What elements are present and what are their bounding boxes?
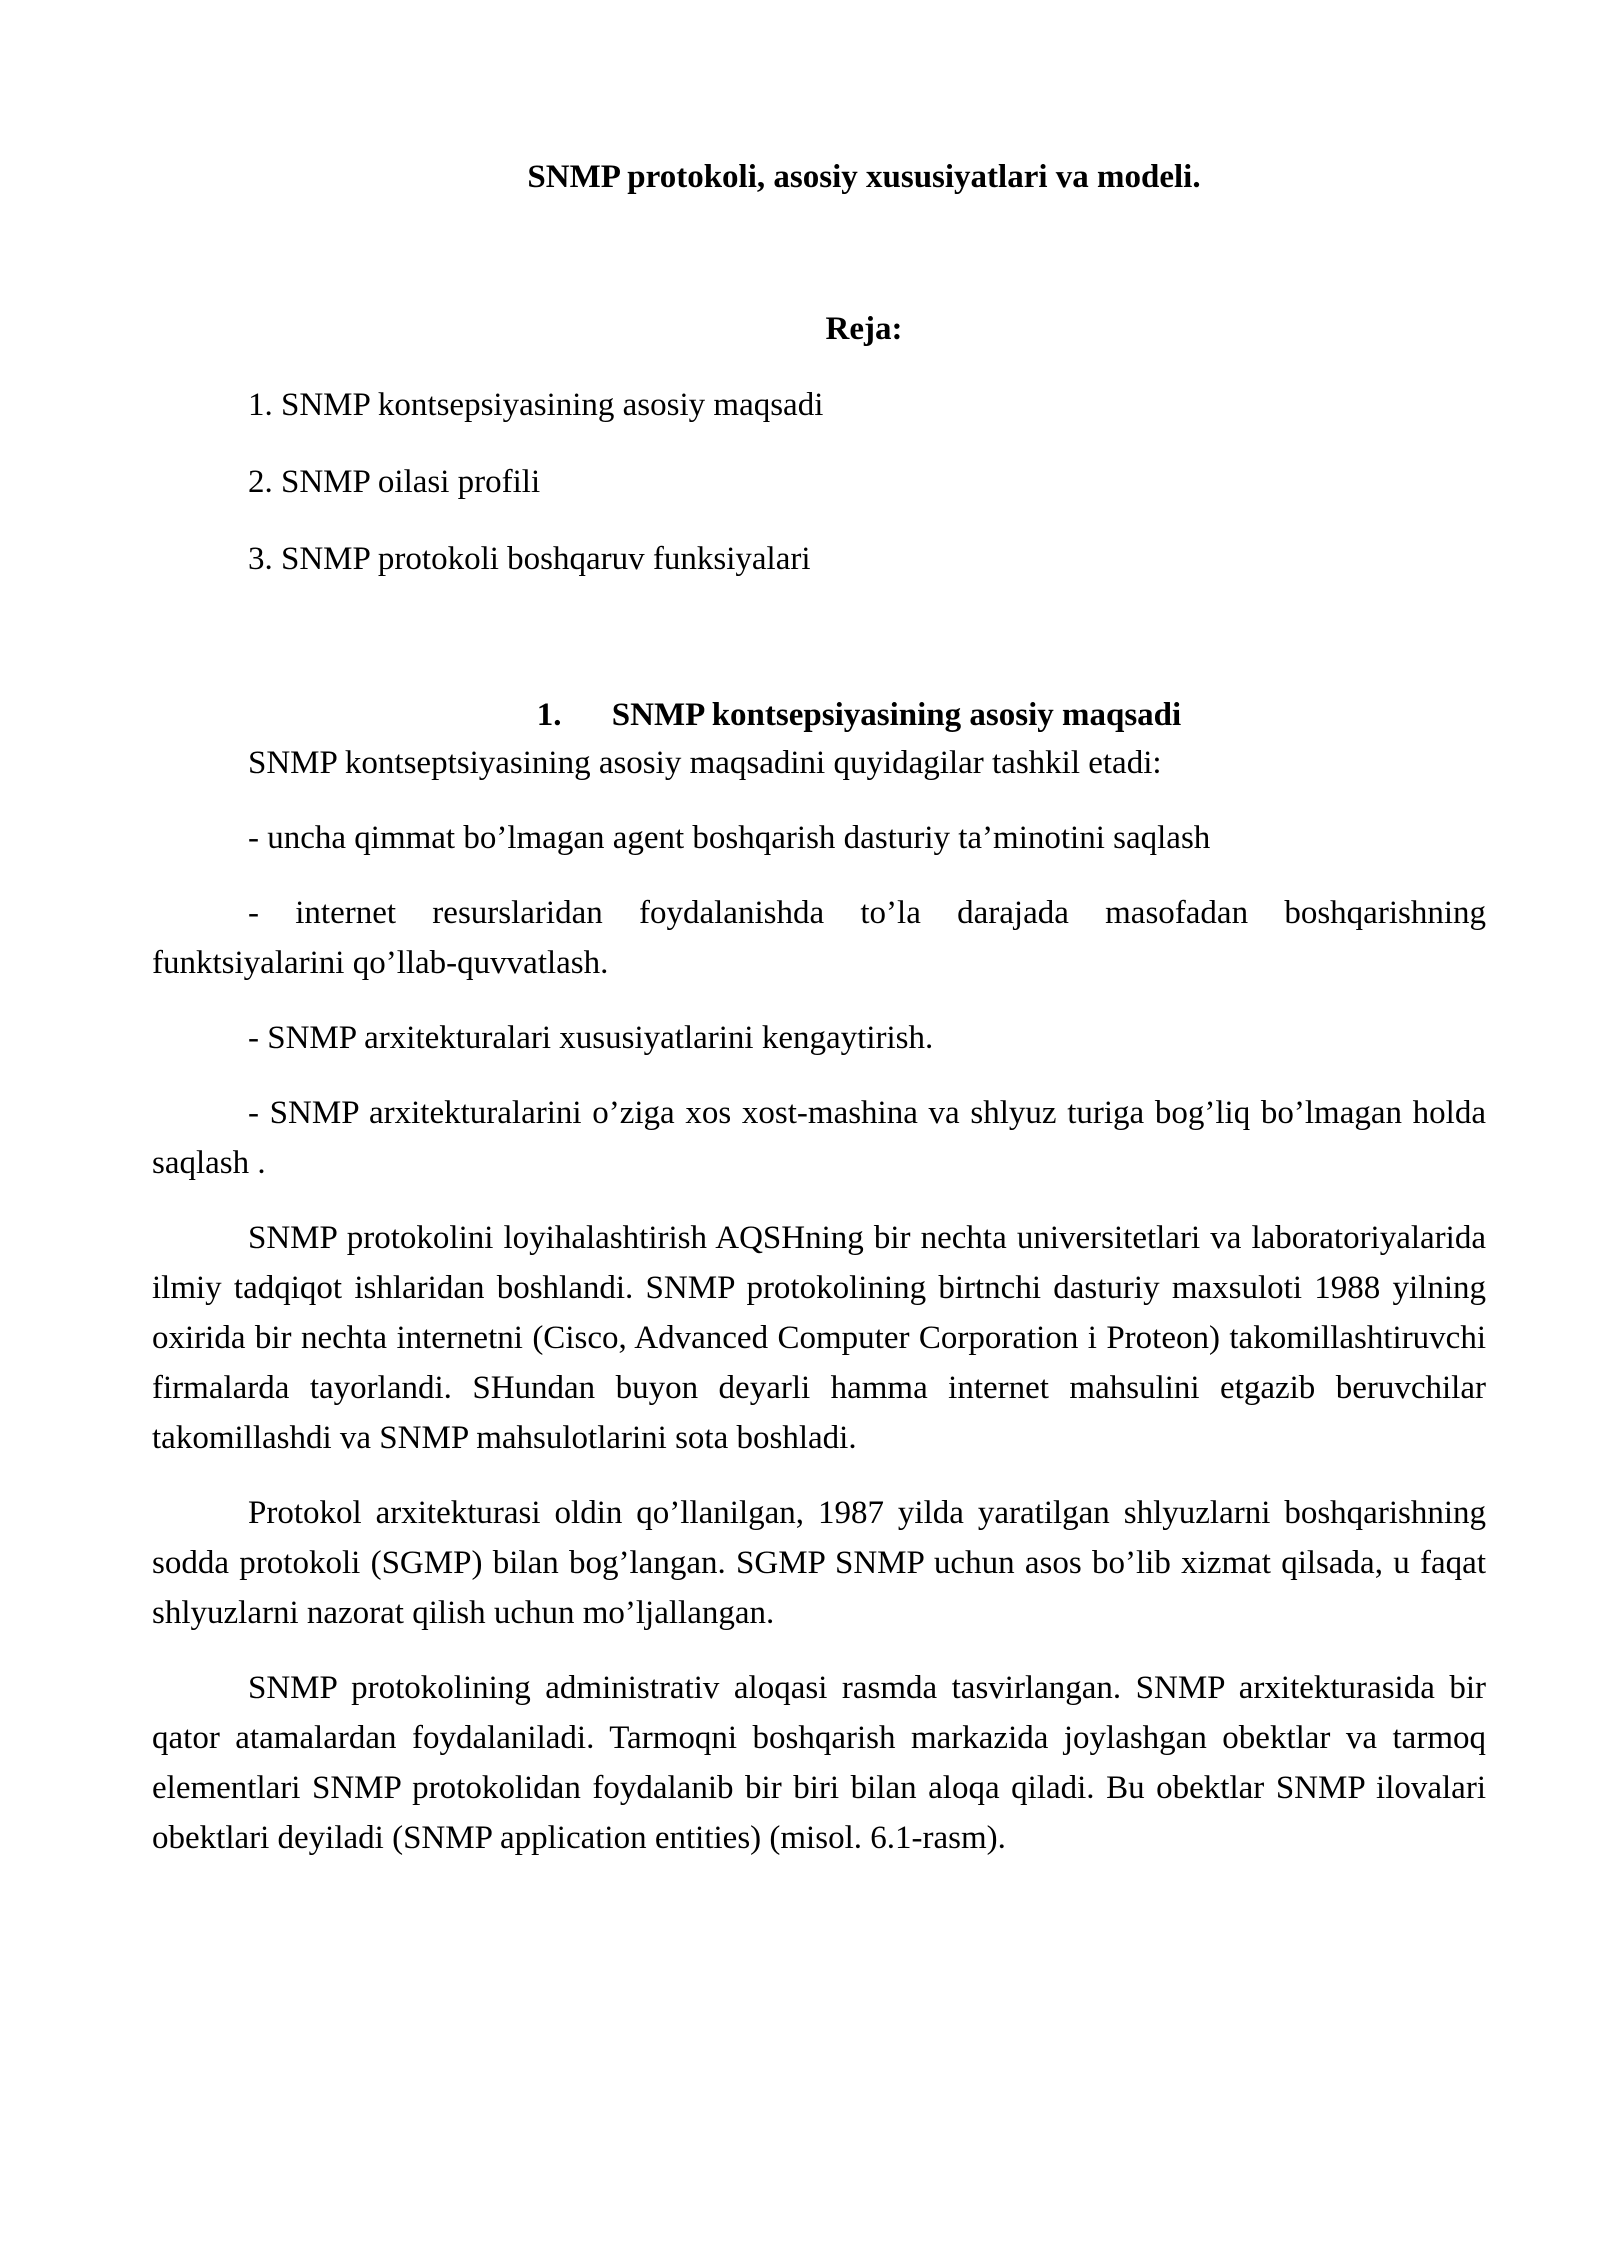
plan-item: 1. SNMP kontsepsiyasining asosiy maqsadi bbox=[248, 387, 824, 423]
bullet-paragraph: - internet resurslaridan foydalanishda to’la darajada masofadan boshqarishning funktsiyalarini qo’llab-quvvatlash. bbox=[152, 895, 1486, 981]
bullet-paragraph: - SNMP arxitekturalarini o’ziga xos xost-mashina va shlyuz turiga bog’liq bo’lmagan holda saqlash . bbox=[152, 1095, 1486, 1181]
body-text bbox=[152, 738, 1486, 1888]
paragraph: SNMP protokolini loyihalashtirish AQSHning bir nechta universitetlari va laboratoriyalarida ilmiy tadqiqot ishlaridan boshlandi. SNMP protokolining birtnchi dasturiy maxsuloti 1988 yilning oxirida bir nechta internetni (Cisco, Advanced Computer Corporation i Proteon) takomillashtiruvchi firmalarda tayorlandi. SHundan buyon deyarli hamma internet mahsulini etgazib beruvchilar takomillashdi va SNMP mahsulotlarini sota boshladi. bbox=[152, 1220, 1486, 1456]
paragraph: SNMP kontseptsiyasining asosiy maqsadini quyidagilar tashkil etadi: bbox=[248, 745, 1162, 781]
paragraph: Protokol arxitekturasi oldin qo’llanilgan, 1987 yilda yaratilgan shlyuzlarni boshqarishning sodda protokoli (SGMP) bilan bog’langan. SGMP SNMP uchun asos bo’lib xizmat qilsada, u faqat shlyuzlarni nazorat qilish uchun mo’ljallangan. bbox=[152, 1495, 1486, 1631]
section-number: 1. bbox=[536, 697, 562, 733]
plan-heading: Reja: bbox=[825, 311, 903, 347]
plan-item: 2. SNMP oilasi profili bbox=[248, 464, 541, 500]
plan-item: 3. SNMP protokoli boshqaruv funksiyalari bbox=[248, 541, 811, 577]
bullet-paragraph: - uncha qimmat bo’lmagan agent boshqarish dasturiy ta’minotini saqlash bbox=[248, 820, 1211, 856]
bullet-paragraph: - SNMP arxitekturalari xususiyatlarini kengaytirish. bbox=[248, 1020, 934, 1056]
paragraph: SNMP protokolining administrativ aloqasi rasmda tasvirlangan. SNMP arxitekturasida bir qator atamalardan foydalaniladi. Tarmoqni boshqarish markazida joylashgan obektlar va tarmoq elementlari SNMP protokolidan foydalanib bir biri bilan aloqa qiladi. Bu obektlar SNMP ilovalari obektlari deyiladi (SNMP application entities) (misol. 6.1-rasm). bbox=[152, 1670, 1486, 1856]
document-title: SNMP protokoli, asosiy xususiyatlari va modeli. bbox=[527, 159, 1201, 195]
section-title: SNMP kontsepsiyasining asosiy maqsadi bbox=[611, 697, 1182, 733]
section-heading bbox=[152, 690, 1486, 740]
plan-list bbox=[248, 380, 823, 611]
